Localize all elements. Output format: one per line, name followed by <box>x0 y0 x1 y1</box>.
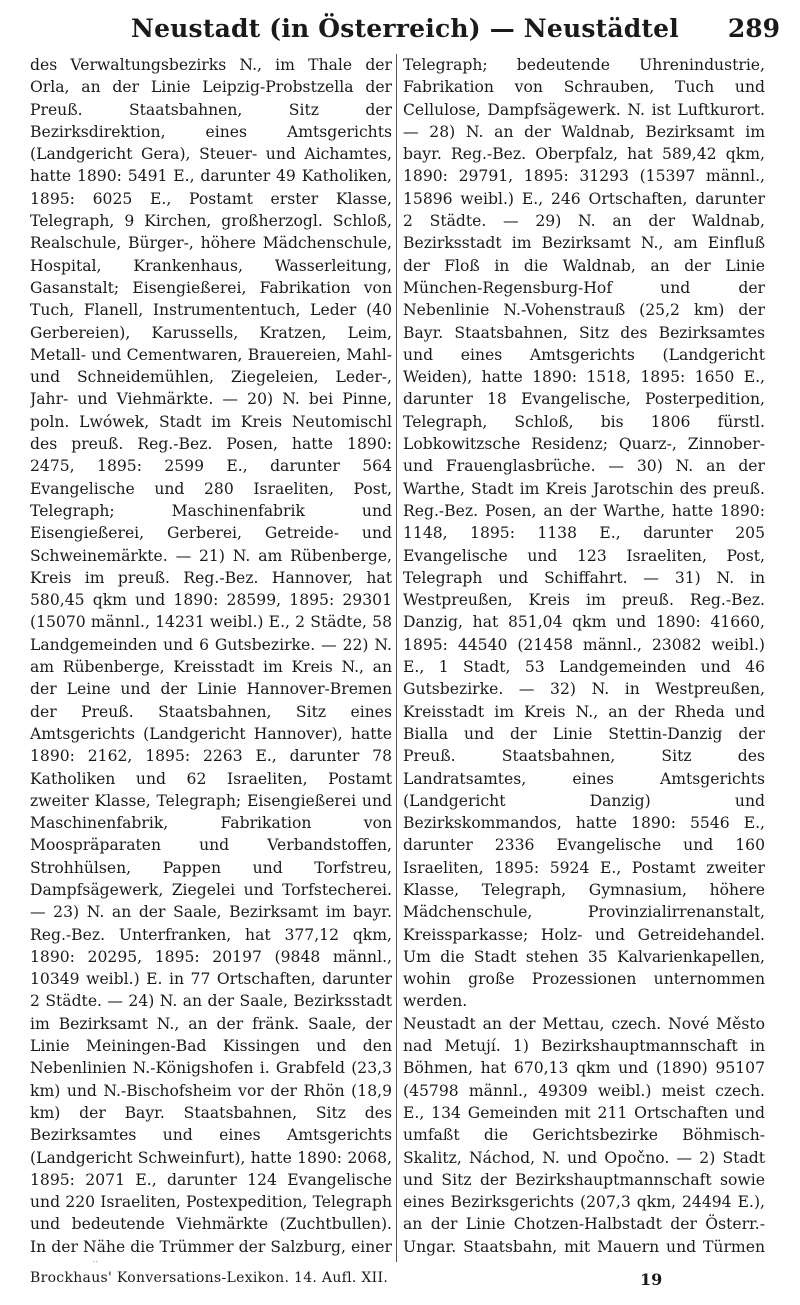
header-title: Neustadt (in Österreich) — Neustädtel <box>131 13 679 43</box>
footer-signature: 19 <box>640 1270 663 1289</box>
left-column <box>30 54 392 1262</box>
column-divider <box>396 54 397 1262</box>
page-number: 289 <box>727 14 780 43</box>
footer-source: Brockhaus' Konversations-Lexikon. 14. Aufl. XII. <box>30 1270 389 1286</box>
entry-neustadt-mettau: Neustadt an der Mettau, czech. Nové Město nad Metují. 1) Bezirkshauptmannschaft in Böhmen, hat 670,13 qkm und (1890) 95107 (45798 männl., 49309 weibl.) meist czech. E., 134 Gemeinden mit 211 Ortschaften und umfaßt die Gerichtsbezirke Böhmisch-Skalitz, Náchod, N. und Opočno. — 2) Stadt und Sitz der Bezirkshauptmannschaft sowie eines Bezirksgerichts (207,3 qkm, 24494 E.), an der Linie Chotzen-Halbstadt der Österr.-Ungar. Staatsbahn, mit Mauern und Türmen <box>403 1014 765 1256</box>
entry-continuation: Telegraph; bedeutende Uhrenindustrie, Fabrikation von Schrauben, Tuch und Cellulose, Dampfsägewerk. N. ist Luftkurort. — 28) N. an der Waldnab, Bezirksamt im bayr. Reg.-Bez. Oberpfalz, hat 589,42 qkm, 1890: 29791, 1895: 31293 (15397 männl., 15896 weibl.) E., 246 Ortschaften, darunter 2 Städte. — 29) N. an der Waldnab, Bezirksstadt im Bezirksamt N., am Einfluß der Floß in die Waldnab, an der Linie München-Regensburg-Hof und der Nebenlinie N.-Vohenstrauß (25,2 km) der Bayr. Staatsbahnen, Sitz des Bezirksamtes und eines Amtsgerichts (Landgericht Weiden), hatte 1890: 1518, 1895: 1650 E., darunter 18 Evangelische, Posterpedition, Telegraph, Schloß, bis 1806 fürstl. Lobkowitzsche Residenz; Quarz-, Zinnober- und Frauenglasbrüche. — 30) N. an der Warthe, Stadt im Kreis Jarotschin des preuß. Reg.-Bez. Posen, an der Warthe, hatte 1890: 1148, 1895: 1138 E., darunter 205 Evangelische und 123 Israeliten, Post, Telegraph und Schiffahrt. — 31) N. in Westpreußen, Kreis im preuß. Reg.-Bez. Danzig, hat 851,04 qkm und 1890: 41660, 1895: 44540 (21458 männl., 23082 weibl.) E., 1 Stadt, 53 Landgemeinden und 46 Gutsbezirke. — 32) N. in Westpreußen, Kreisstadt im Kreis N., an der Rheda und Bialla und der Linie Stettin-Danzig der Preuß. Staatsbahnen, Sitz des Landratsamtes, eines Amtsgerichts (Landgericht Danzig) und Bezirkskommandos, hatte 1890: 5546 E., darunter 2336 Evangelische und 160 Israeliten, 1895: 5924 E., Postamt zweiter Klasse, Telegraph, Gymnasium, höhere Mädchenschule, Provinzialirrenanstalt, Kreissparkasse; Holz- und Getreidehandel. Um die Stadt stehen 35 Kalvarienkapellen, wohin große Prozessionen unternommen werden. <box>403 56 765 1011</box>
left-column-text: des Verwaltungsbezirks N., im Thale der Orla, an der Linie Leipzig-Probstzella der Preuß. Staatsbahnen, Sitz der Bezirksdirektion, eines Amtsgerichts (Landgericht Gera), Steuer- und Aichamtes, hatte 1890: 5491 E., darunter 49 Katholiken, 1895: 6025 E., Postamt erster Klasse, Telegraph, 9 Kirchen, großherzogl. Schloß, Realschule, Bürger-, höhere Mädchenschule, Hospital, Krankenhaus, Wasserleitung, Gasanstalt; Eisengießerei, Fabrikation von Tuch, Flanell, Instrumententuch, Leder (40 Gerbereien), Karussells, Kratzen, Leim, Metall- und Cementwaren, Brauereien, Mahl- und Schneidemühlen, Ziegeleien, Leder-, Jahr- und Viehmärkte. — 20) N. bei Pinne, poln. Lwówek, Stadt im Kreis Neutomischl des preuß. Reg.-Bez. Posen, hatte 1890: 2475, 1895: 2599 E., darunter 564 Evangelische und 280 Israeliten, Post, Telegraph; Maschinenfabrik und Eisengießerei, Gerberei, Getreide- und Schweinemärkte. — 21) N. am Rübenberge, Kreis im preuß. Reg.-Bez. Hannover, hat 580,45 qkm und 1890: 28599, 1895: 29301 (15070 männl., 14231 weibl.) E., 2 Städte, 58 Landgemeinden und 6 Gutsbezirke. — 22) N. am Rübenberge, Kreisstadt im Kreis N., an der Leine und der Linie Hannover-Bremen der Preuß. Staatsbahnen, Sitz eines Amtsgerichts (Landgericht Hannover), hatte 1890: 2162, 1895: 2263 E., darunter 78 Katholiken und 62 Israeliten, Postamt zweiter Klasse, Telegraph; Eisengießerei und Maschinenfabrik, Fabrikation von Moospräparaten und Verbandstoffen, Strohhülsen, Pappen und Torfstreu, Dampfsägewerk, Ziegelei und Torfstecherei. — 23) N. an der Saale, Bezirksamt im bayr. Reg.-Bez. Unterfranken, hat 377,12 qkm, 1890: 20295, 1895: 20197 (9848 männl., 10349 weibl.) E. in 77 Ortschaften, darunter 2 Städte. — 24) N. an der Saale, Bezirksstadt im Bezirksamt N., an der fränk. Saale, der Linie Meiningen-Bad Kissingen und den Nebenlinien N.-Königshofen i. Grabfeld (23,3 km) und N.-Bischofsheim vor der Rhön (18,9 km) der Bayr. Staatsbahnen, Sitz des Bezirksamtes und eines Amtsgerichts (Landgericht Schweinfurt), hatte 1890: 2068, 1895: 2071 E., darunter 124 Evangelische und 220 Israeliten, Postexpedition, Telegraph und bedeutende Viehmärkte (Zuchtbullen). In der Nähe die Trümmer der Salzburg, einer <box>30 56 392 1256</box>
right-column <box>403 54 765 1262</box>
running-header <box>30 10 780 46</box>
